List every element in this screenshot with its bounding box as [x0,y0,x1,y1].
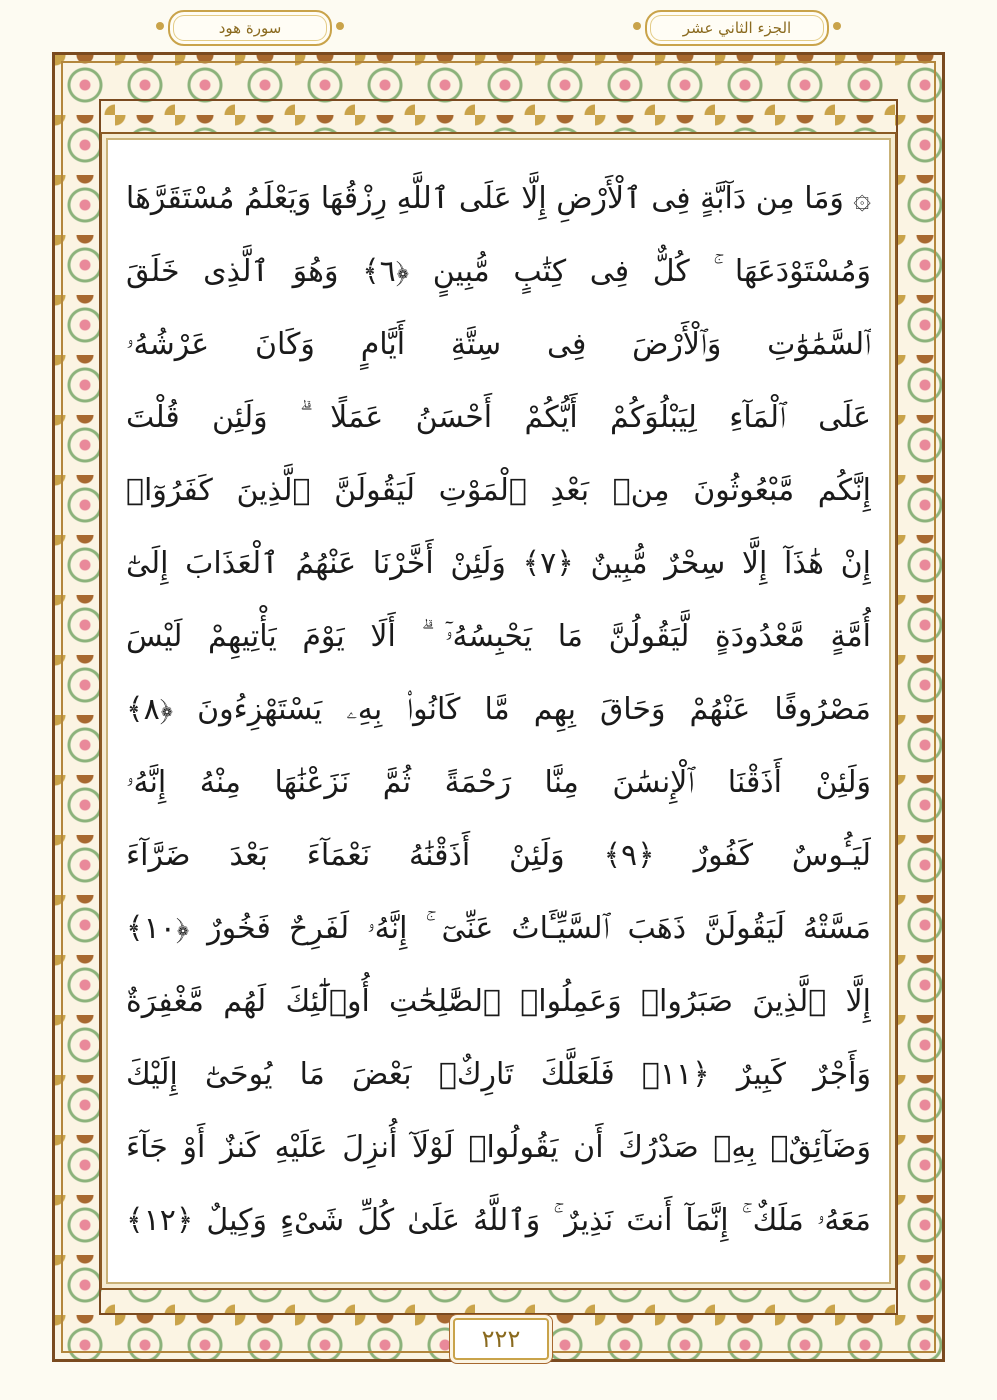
ornament-dot-icon [633,22,641,30]
juz-name-label: الجزء الثاني عشر [682,19,792,37]
text-line-4: عَلَى ٱلْمَآءِ لِيَبْلُوَكُمْ أَيُّكُمْ أَحْسَنُ عَمَلًا ۗ وَلَئِن قُلْتَ [126,400,871,435]
page-number [453,1318,549,1360]
text-line-8: مَصْرُوفًا عَنْهُمْ وَحَاقَ بِهِم مَّا كَانُوا۟ بِهِۦ يَسْتَهْزِءُونَ ﴿٨﴾ [126,692,871,727]
ornament-dot-icon [833,22,841,30]
text-line-6: إِنْ هَٰذَآ إِلَّا سِحْرٌ مُّبِينٌ ﴿٧﴾ وَلَئِنْ أَخَّرْنَا عَنْهُمُ ٱلْعَذَابَ إِلَىٰٓ [126,546,871,581]
page-number-label: ٢٢٢ [481,1325,521,1353]
ornament-dot-icon [156,22,164,30]
text-line-12: إِلَّا ٱلَّذِينَ صَبَرُوا۟ وَعَمِلُوا۟ ٱلصَّٰلِحَٰتِ أُو۟لَٰٓئِكَ لَهُم مَّغْفِرَةٌ [126,984,871,1019]
verse-lines [126,162,871,1257]
text-line-9: وَلَئِنْ أَذَقْنَا ٱلْإِنسَٰنَ مِنَّا رَحْمَةً ثُمَّ نَزَعْنَٰهَا مِنْهُ إِنَّهُۥ [126,765,871,800]
text-line-1: ۞ وَمَا مِن دَآبَّةٍ فِى ٱلْأَرْضِ إِلَّا عَلَى ٱللَّهِ رِزْقُهَا وَيَعْلَمُ مُسْتَقَرَّهَا [126,181,871,216]
text-line-13: وَأَجْرٌ كَبِيرٌ ﴿١١﴾ فَلَعَلَّكَ تَارِكٌۢ بَعْضَ مَا يُوحَىٰٓ إِلَيْكَ [126,1057,871,1092]
text-line-3: ٱلسَّمَٰوَٰتِ وَٱلْأَرْضَ فِى سِتَّةِ أَيَّامٍ وَكَانَ عَرْشُهُۥ [126,327,871,362]
surah-name-label: سورة هود [218,19,282,37]
text-line-14: وَضَآئِقٌۢ بِهِۦ صَدْرُكَ أَن يَقُولُوا۟ لَوْلَآ أُنزِلَ عَلَيْهِ كَنزٌ أَوْ جَآءَ [126,1130,871,1165]
text-line-7: أُمَّةٍ مَّعْدُودَةٍ لَّيَقُولُنَّ مَا يَحْبِسُهُۥٓ ۗ أَلَا يَوْمَ يَأْتِيهِمْ لَيْسَ [126,619,871,654]
text-line-2: وَمُسْتَوْدَعَهَا ۚ كُلٌّ فِى كِتَٰبٍ مُّبِينٍ ﴿٦﴾ وَهُوَ ٱلَّذِى خَلَقَ [126,254,871,289]
juz-name-header [645,10,829,46]
ornament-dot-icon [336,22,344,30]
quran-text-panel [106,138,891,1284]
text-line-5: إِنَّكُم مَّبْعُوثُونَ مِنۢ بَعْدِ ٱلْمَوْتِ لَيَقُولَنَّ ٱلَّذِينَ كَفَرُوٓا۟ [126,473,871,508]
text-line-10: لَيَـُٔوسٌ كَفُورٌ ﴿٩﴾ وَلَئِنْ أَذَقْنَٰهُ نَعْمَآءَ بَعْدَ ضَرَّآءَ [126,838,871,873]
text-line-11: مَسَّتْهُ لَيَقُولَنَّ ذَهَبَ ٱلسَّيِّـَٔاتُ عَنِّىٓ ۚ إِنَّهُۥ لَفَرِحٌ فَخُورٌ ﴿١٠﴾ [126,911,871,946]
surah-name-header [168,10,332,46]
text-line-15: مَعَهُۥ مَلَكٌ ۚ إِنَّمَآ أَنتَ نَذِيرٌ ۚ وَٱللَّهُ عَلَىٰ كُلِّ شَىْءٍ وَكِيلٌ ﴿١٢﴾ [126,1203,871,1238]
